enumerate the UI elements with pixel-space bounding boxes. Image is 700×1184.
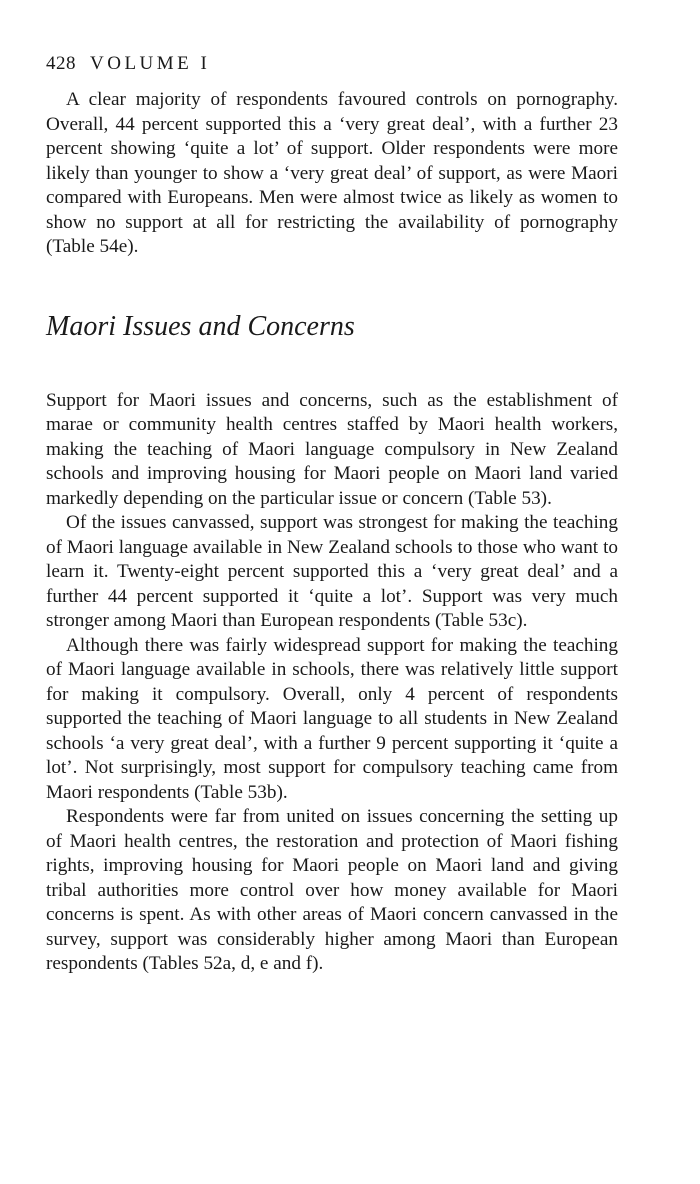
page-number: 428 [46, 53, 76, 74]
intro-paragraph: A clear majority of respondents favoured controls on pornography. Overall, 44 percent supported this a ‘very great deal’, with a further 23 percent showing ‘quite a lot’ of support. Older respondents were more likely than younger to show a ‘very great deal’ of support, as were Maori compared with Europeans. Men were almost twice as likely as women to show no support at all for restricting the availability of pornography (Table 54e). [46, 89, 618, 257]
book-page [46, 52, 618, 977]
running-head [46, 52, 618, 76]
section-paragraph-1: Support for Maori issues and concerns, such as the establishment of marae or community health centres staffed by Maori health workers, making the teaching of Maori language compulsory in New Zealand schools and improving housing for Maori people on Maori land varied markedly depending on the particular issue or concern (Table 53). [46, 389, 618, 509]
section-paragraph-2: Of the issues canvassed, support was strongest for making the teaching of Maori language available in New Zealand schools to those who want to learn it. Twenty-eight percent supported this a ‘very great deal’ and a further 44 percent supported it ‘quite a lot’. Support was very much stronger among Maori than European respondents (Table 53c). [46, 512, 618, 631]
section-paragraph-4: Respondents were far from united on issues concerning the setting up of Maori health centres, the restoration and protection of Maori fishing rights, improving housing for Maori people on Maori land and giving tribal authorities more control over how money available for Maori concerns is spent. As with other areas of Maori concern canvassed in the survey, support was considerably higher among Maori than European respondents (Tables 52a, d, e and f). [46, 806, 618, 974]
section-paragraph-3: Although there was fairly widespread support for making the teaching of Maori language available in schools, there was relatively little support for making it compulsory. Overall, only 4 percent of respondents supported the teaching of Maori language to all students in New Zealand schools ‘a very great deal’, with a further 9 percent supporting it ‘quite a lot’. Not surprisingly, most support for compulsory teaching came from Maori respondents (Table 53b). [46, 634, 618, 803]
section-heading: Maori Issues and Concerns [46, 310, 355, 342]
volume-label: VOLUME I [90, 53, 211, 74]
